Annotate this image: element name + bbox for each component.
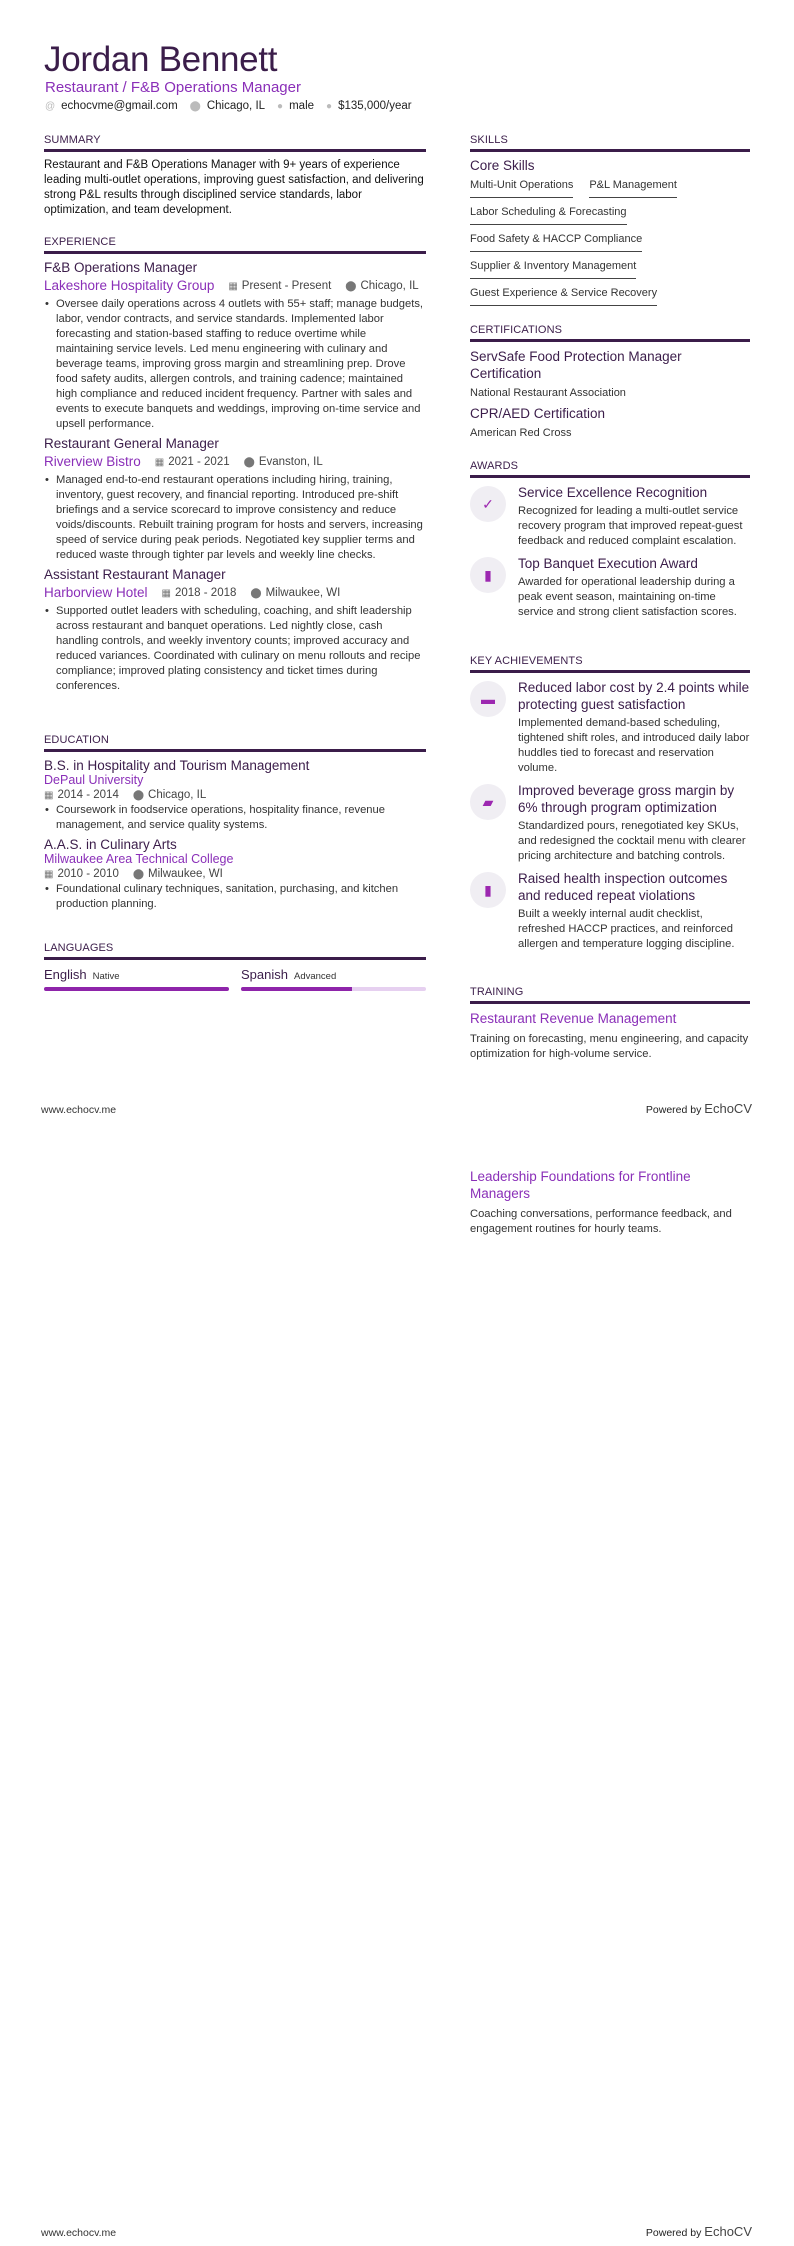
section-heading: CERTIFICATIONS	[470, 324, 750, 342]
job-role: Assistant Restaurant Manager	[44, 567, 226, 582]
awards-section	[470, 460, 750, 626]
briefcase-icon: ▰	[470, 784, 506, 820]
language-proficiency-fill	[241, 987, 352, 991]
brand-logo: EchoCV	[704, 2224, 752, 2239]
school-location	[133, 868, 223, 880]
training-item	[470, 1164, 750, 1237]
training-section	[470, 986, 750, 1062]
award-item-desc: Recognized for leading a multi-outlet service recovery program that improved repeat-guest feedback and reduced complaint escalation.	[518, 505, 743, 547]
section-heading: EXPERIENCE	[44, 236, 426, 254]
file-check-icon: ▮	[470, 872, 506, 908]
achievement-item-title: Raised health inspection outcomes and reduced repeat violations	[518, 871, 728, 903]
award-item-title: Service Excellence Recognition	[518, 485, 708, 500]
achievement-item	[470, 782, 750, 864]
footer-site-link[interactable]: www.echocv.me	[41, 2227, 117, 2239]
company-name: Harborview Hotel	[44, 585, 148, 600]
powered-by-text: Powered by	[645, 2227, 702, 2239]
achievement-item-desc: Implemented demand-based scheduling, tightened shift roles, and introduced daily labor huddles tied to forecast and reservation volume.	[518, 717, 750, 774]
certification-issuer: National Restaurant Association	[470, 387, 626, 399]
location-icon: ⬤	[243, 456, 255, 468]
footer-powered[interactable]	[646, 2224, 752, 2239]
language-item	[241, 966, 426, 991]
award-item-desc: Awarded for operational leadership during a peak event season, maintaining on-time service and strong client satisfaction scores.	[518, 576, 737, 618]
training-desc: Coaching conversations, performance feedback, and engagement routines for hourly teams.	[470, 1208, 732, 1235]
location-icon: ⬤	[345, 280, 357, 292]
experience-item	[44, 436, 426, 563]
school-name: Milwaukee Area Technical College	[44, 852, 234, 866]
date-range	[162, 587, 237, 599]
company-name: Riverview Bistro	[44, 454, 141, 469]
job-role: F&B Operations Manager	[44, 260, 198, 275]
achievement-item	[470, 679, 750, 776]
job-location	[250, 587, 340, 599]
education-item	[44, 758, 426, 833]
education-section	[44, 734, 426, 916]
training-title: Restaurant Revenue Management	[470, 1011, 677, 1026]
section-heading: TRAINING	[470, 986, 750, 1004]
user-icon: ●	[277, 101, 284, 112]
achievement-item-desc: Standardized pours, renegotiated key SKUs, and redesigned the cocktail menu with clearer pricing architecture and batching controls.	[518, 820, 746, 862]
contact-email[interactable]	[45, 100, 178, 112]
award-item	[470, 484, 750, 549]
location-text: Milwaukee, WI	[148, 868, 223, 880]
skill-group-title: Core Skills	[470, 158, 535, 173]
achievement-item-title: Improved beverage gross margin by 6% through program optimization	[518, 783, 735, 815]
powered-by-text: Powered by	[645, 1104, 702, 1116]
location-text: Chicago, IL	[360, 279, 419, 292]
location-icon: ⬤	[250, 587, 262, 599]
contact-salary	[326, 100, 412, 112]
document-icon: ▮	[470, 557, 506, 593]
language-level: Advanced	[293, 971, 337, 982]
education-bullet: • Coursework in foodservice operations, hospitality finance, revenue management, and service quality systems.	[44, 803, 426, 833]
language-name: English	[44, 967, 87, 982]
education-bullet: • Foundational culinary techniques, sanitation, purchasing, and kitchen production planning.	[44, 882, 426, 912]
location-text: Evanston, IL	[258, 455, 323, 468]
check-icon: ✓	[470, 486, 506, 522]
skill-tag: Multi-Unit Operations	[470, 175, 573, 198]
school-location	[133, 789, 206, 801]
gender-text: male	[289, 100, 315, 112]
language-proficiency-fill	[44, 987, 229, 991]
calendar-icon: ▦	[228, 280, 238, 292]
job-location	[244, 456, 323, 468]
certifications-section	[470, 324, 750, 445]
skill-tag: Food Safety & HACCP Compliance	[470, 229, 642, 252]
experience-item	[44, 260, 426, 432]
certification-item	[470, 405, 750, 439]
date-range	[44, 868, 119, 880]
skill-tag: Guest Experience & Service Recovery	[470, 283, 657, 306]
award-item	[470, 555, 750, 620]
date-range	[155, 456, 230, 468]
dates-text: 2018 - 2018	[175, 586, 237, 599]
dollar-icon: ●	[326, 101, 333, 112]
achievement-item	[470, 870, 750, 952]
location-icon: ⬤	[132, 790, 145, 801]
summary-section	[44, 134, 426, 218]
education-item	[44, 837, 426, 912]
skills-section	[470, 134, 750, 310]
date-range	[228, 280, 331, 292]
certification-issuer: American Red Cross	[470, 427, 572, 439]
section-heading: KEY ACHIEVEMENTS	[470, 655, 750, 673]
calendar-icon: ▦	[44, 790, 54, 801]
language-name: Spanish	[241, 967, 288, 982]
location-text: Chicago, IL	[148, 789, 207, 801]
language-item	[44, 966, 229, 991]
summary-text: Restaurant and F&B Operations Manager with 9+ years of experience leading multi-outlet operations, improving guest satisfaction, and delivering strong P&L results through disciplined service standards, labor optimization, and team development.	[44, 159, 424, 216]
candidate-name: Jordan Bennett	[44, 40, 278, 79]
section-heading: LANGUAGES	[44, 942, 426, 960]
salary-text: $135,000/year	[338, 100, 412, 112]
language-proficiency-bar	[44, 987, 229, 991]
certification-item	[470, 348, 750, 399]
achievements-section	[470, 655, 750, 958]
calendar-icon: ▦	[161, 587, 171, 599]
skill-tag: P&L Management	[589, 175, 677, 198]
contact-location	[190, 100, 265, 112]
section-heading: EDUCATION	[44, 734, 426, 752]
job-role: Restaurant General Manager	[44, 436, 219, 451]
at-icon: @	[45, 101, 56, 112]
dates-text: 2014 - 2014	[57, 789, 119, 801]
skill-tag: Labor Scheduling & Forecasting	[470, 202, 627, 225]
languages-section	[44, 942, 426, 991]
training-title: Leadership Foundations for Frontline Managers	[470, 1169, 691, 1201]
location-text: Milwaukee, WI	[265, 586, 341, 599]
email-text: echocvme@gmail.com	[61, 100, 178, 112]
job-title: Restaurant / F&B Operations Manager	[45, 79, 301, 96]
experience-item	[44, 567, 426, 694]
location-icon: ⬤	[132, 869, 145, 880]
experience-bullet: • Supported outlet leaders with scheduling, coaching, and shift leadership across restaurant and banquet operations. Led nightly close, cash handling controls, and weekly inventory counts; improved accuracy and reduced variances. Coordinated with culinary on menu rollouts and recipe compliance; improved plating consistency and ticket times during conferences.	[44, 604, 426, 694]
experience-bullet: • Managed end-to-end restaurant operations including hiring, training, inventory, guest recovery, and financial reporting. Introduced pre-shift briefings and a service scorecard to improve consistency and reduce voids/discounts. Rebuilt training program for hosts and servers, increasing speed of service during peak periods. Negotiated key supplier terms and reduced waste through tighter par levels and weekly line checks.	[44, 473, 426, 563]
contact-info	[45, 100, 412, 112]
page-2	[0, 1123, 794, 2246]
certification-name: ServSafe Food Protection Manager Certification	[470, 349, 682, 381]
award-item-title: Top Banquet Execution Award	[518, 556, 698, 571]
achievement-item-desc: Built a weekly internal audit checklist, refreshed HACCP practices, and reinforced allergen and temperature logging discipline.	[518, 908, 735, 950]
company-name: Lakeshore Hospitality Group	[44, 278, 215, 293]
degree: A.A.S. in Culinary Arts	[44, 837, 177, 852]
location-icon: ⬤	[189, 101, 201, 112]
calendar-icon: ▦	[154, 456, 165, 468]
skill-tag: Supplier & Inventory Management	[470, 256, 636, 279]
dates-text: Present - Present	[241, 279, 332, 292]
experience-section	[44, 236, 426, 694]
achievement-item-title: Reduced labor cost by 2.4 points while protecting guest satisfaction	[518, 680, 750, 712]
degree: B.S. in Hospitality and Tourism Management	[44, 758, 310, 773]
footer-site-link[interactable]: www.echocv.me	[41, 1104, 117, 1116]
language-proficiency-bar	[241, 987, 426, 991]
dates-text: 2010 - 2010	[57, 868, 119, 880]
certification-name: CPR/AED Certification	[470, 406, 606, 421]
language-level: Native	[92, 971, 120, 982]
job-location	[345, 280, 418, 292]
section-heading: AWARDS	[470, 460, 750, 478]
section-heading: SUMMARY	[44, 134, 426, 152]
brand-logo: EchoCV	[704, 1101, 752, 1116]
dates-text: 2021 - 2021	[168, 455, 230, 468]
date-range	[44, 789, 119, 801]
location-text: Chicago, IL	[206, 100, 266, 112]
training-desc: Training on forecasting, menu engineering, and capacity optimization for high-volume service.	[470, 1033, 749, 1060]
calendar-icon: ▦	[44, 869, 54, 880]
section-heading: SKILLS	[470, 134, 750, 152]
footer-powered[interactable]	[646, 1101, 752, 1116]
contact-gender	[277, 100, 314, 112]
school-name: DePaul University	[44, 773, 144, 787]
comment-icon: ▬	[470, 681, 506, 717]
experience-bullet: • Oversee daily operations across 4 outlets with 55+ staff; manage budgets, labor, vendor contracts, and service standards. Implemented labor forecasting and station-based staffing to reduce overtime while maintaining service levels. Led menu engineering with culinary and beverage teams, improving gross margin and streamlining prep. Drove food safety audits, allergen controls, and training cadence; maintained high compliance and reduced incident frequency. Partner with sales and events to execute banquets and weddings, improving on-time service and upsell performance.	[44, 297, 426, 432]
